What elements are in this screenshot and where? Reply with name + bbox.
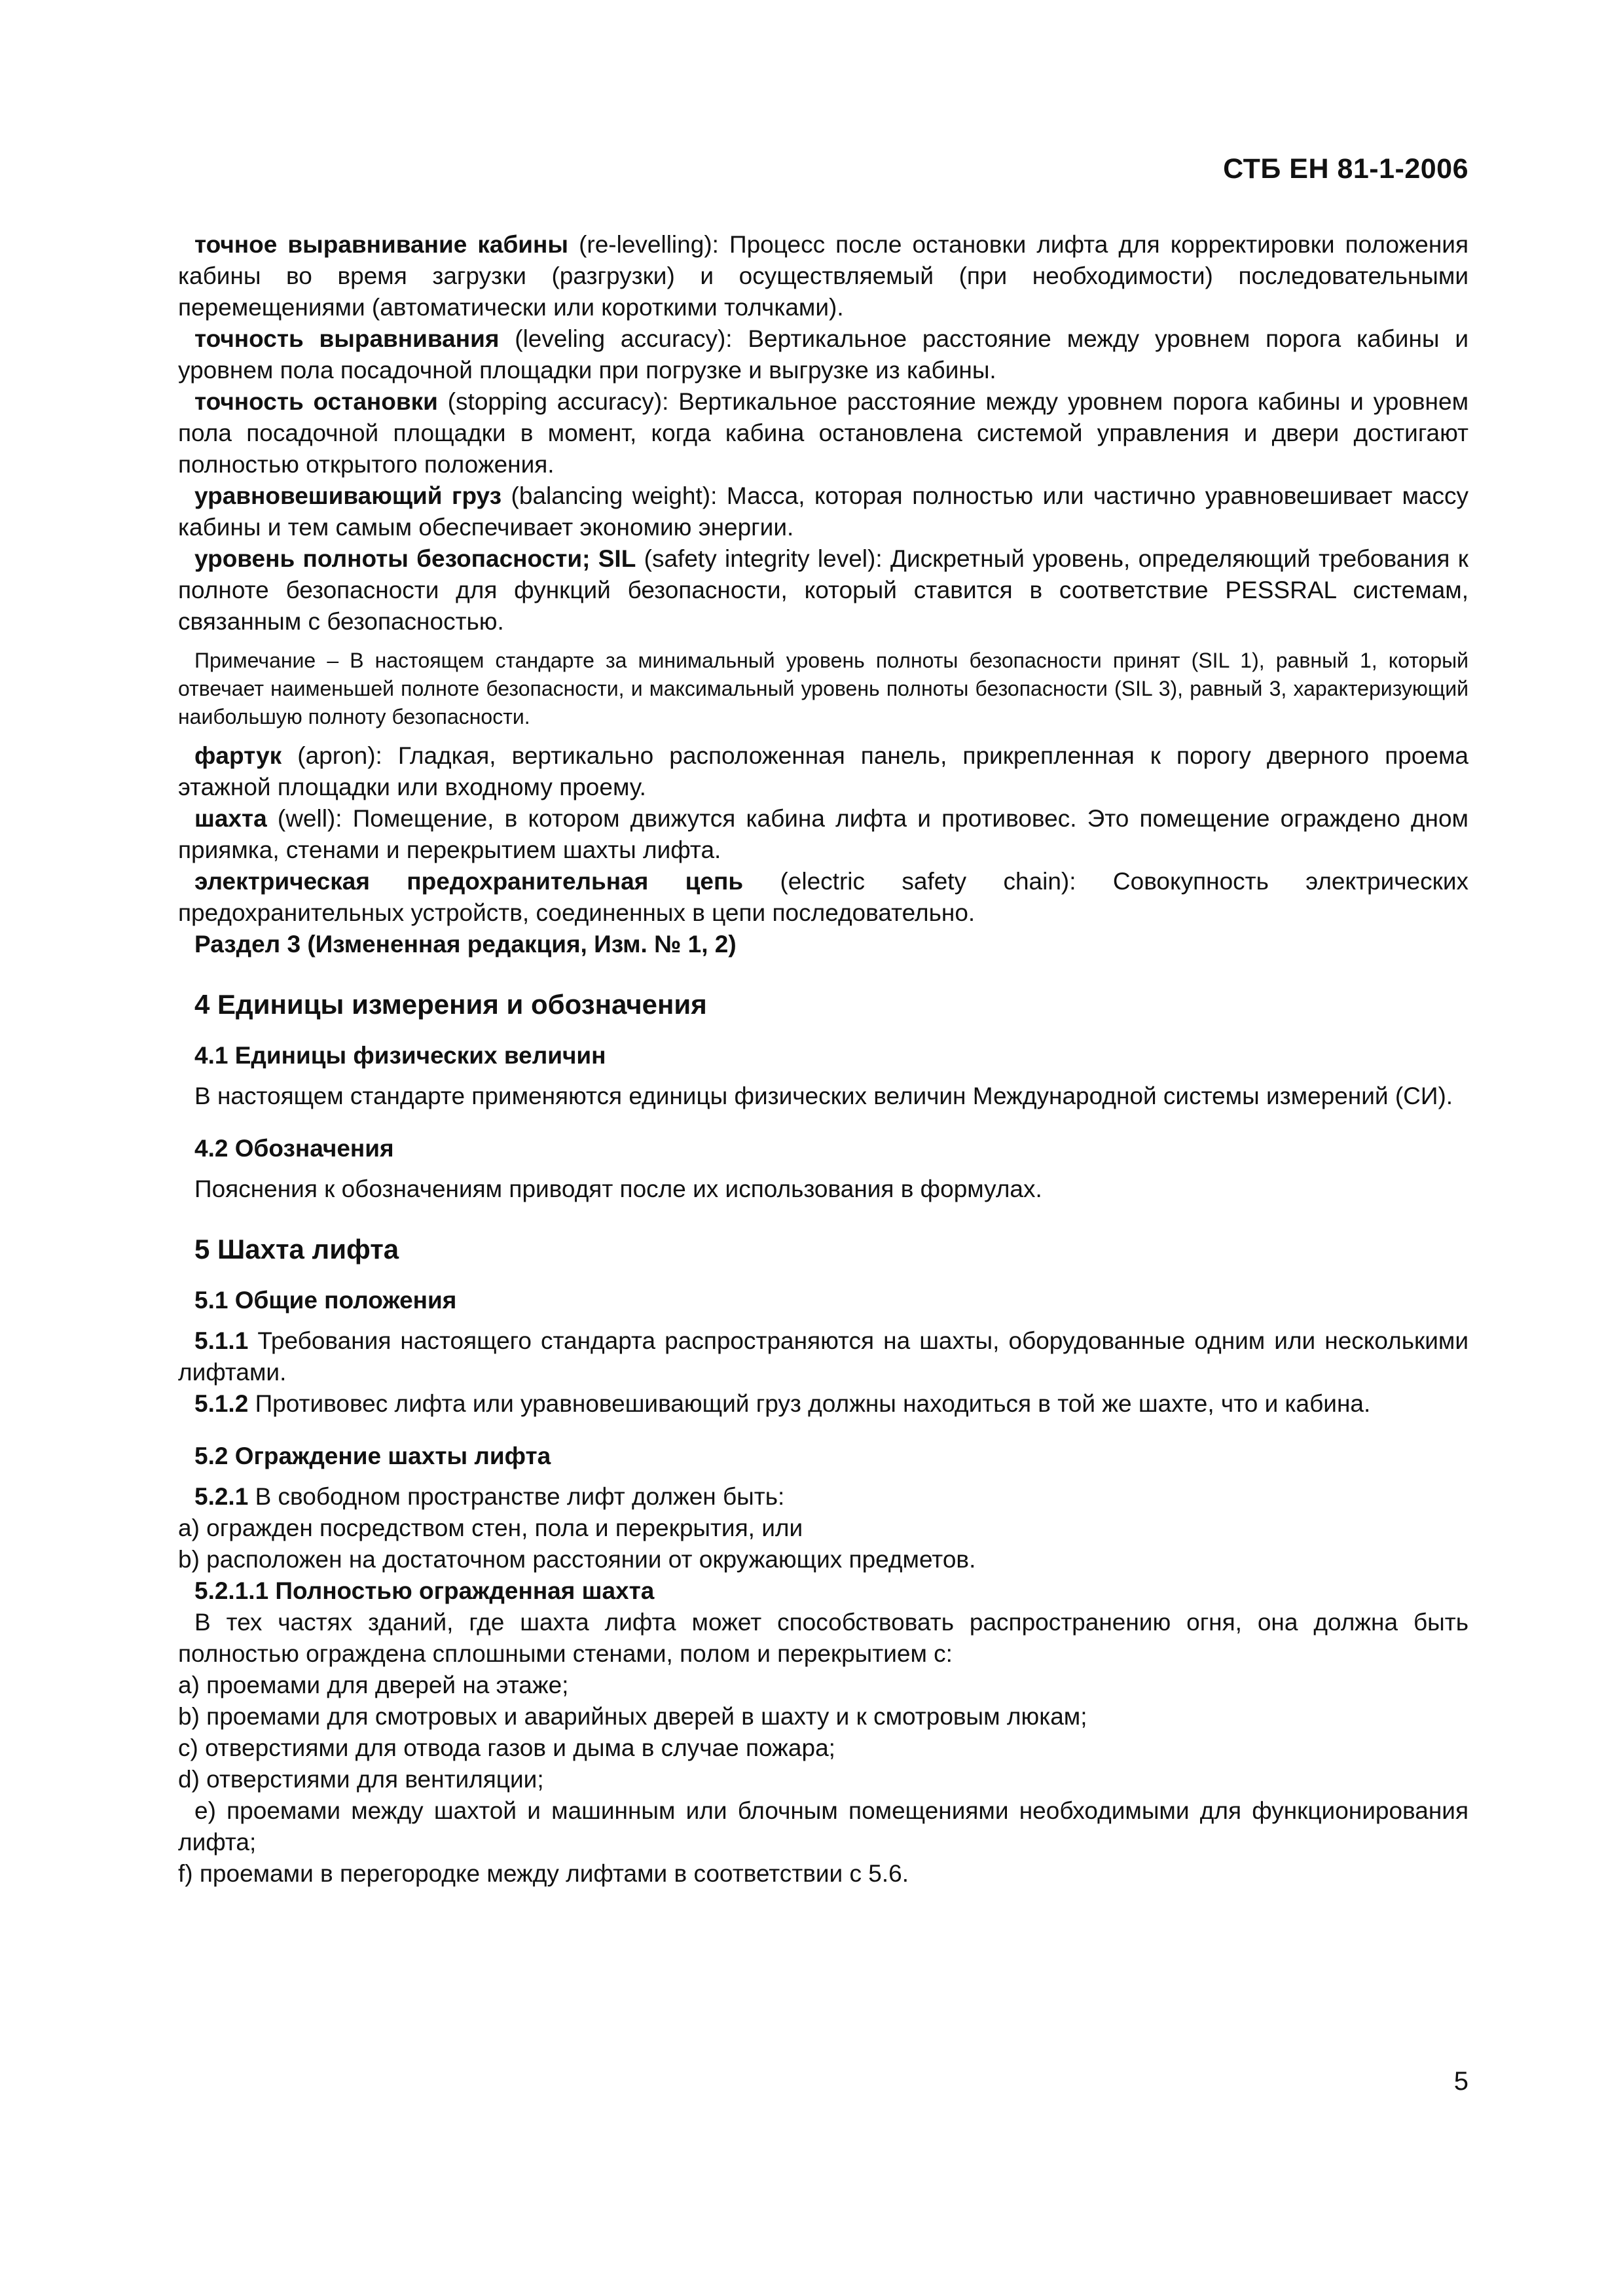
clause-5-1-2 <box>178 1388 1468 1420</box>
section-5-2-heading: 5.2 Ограждение шахты лифта <box>194 1443 551 1469</box>
section-5-2-1-1-text: В тех частях зданий, где шахта лифта может способствовать распространению огня, она должна быть полностью ограждена сплошными стенами, полом и перекрытием с: <box>178 1609 1468 1667</box>
section-4-1-text: В настоящем стандарте применяются единицы физических величин Международной системы измерений (СИ). <box>194 1083 1453 1109</box>
clause-number: 5.1.2 <box>194 1390 249 1417</box>
list-item: a) огражден посредством стен, пола и перекрытия, или <box>178 1515 803 1541</box>
section-4-heading: 4 Единицы измерения и обозначения <box>194 989 707 1020</box>
document-code-header: СТБ ЕН 81-1-2006 <box>1223 153 1468 185</box>
section-5-1-heading: 5.1 Общие положения <box>194 1287 457 1314</box>
definition-leveling-accuracy <box>178 323 1468 386</box>
definition-term: точность остановки <box>194 388 438 415</box>
definition-stopping-accuracy <box>178 386 1468 480</box>
definition-text: (re-levelling): Процесс после остановки лифта для корректировки положения кабины во время загрузки (разгрузки) и осуществляемый (при необходимости) последовательными перемещениями (автоматически или короткими толчками). <box>178 231 1469 321</box>
list-item: f) проемами в перегородке между лифтами в соответствии с 5.6. <box>178 1860 909 1887</box>
spacer <box>178 1420 1468 1434</box>
list-item: d) отверстиями для вентиляции; <box>178 1766 544 1793</box>
list-item: a) проемами для дверей на этаже; <box>178 1672 569 1698</box>
section-3-amendment-note: Раздел 3 (Измененная редакция, Изм. № 1, 2) <box>194 931 737 958</box>
clause-number: 5.2.1 <box>194 1483 249 1510</box>
clause-5-1-1 <box>178 1325 1468 1388</box>
definition-text: (stopping accuracy): Вертикальное расстояние между уровнем порога кабины и уровнем пола посадочной площадки в момент, когда кабина остановлена системой управления и двери достигают полностью открытого положения. <box>178 388 1469 478</box>
definition-text: (leveling accuracy): Вертикальное расстояние между уровнем порога кабины и уровнем пола посадочной площадки при погрузке и выгрузке из кабины. <box>178 325 1468 384</box>
definition-text: (well): Помещение, в котором движутся кабина лифта и противовес. Это помещение ограждено дном приямка, стенами и перекрытием шахты лифта. <box>178 805 1468 863</box>
definition-text: (electric safety chain): Совокупность электрических предохранительных устройств, соединенных в цепи последовательно. <box>178 868 1468 926</box>
section-5-heading: 5 Шахта лифта <box>194 1234 399 1265</box>
list-item: e) проемами между шахтой и машинным или блочным помещениями необходимыми для функционирования лифта; <box>178 1797 1468 1856</box>
section-4-2-heading: 4.2 Обозначения <box>194 1135 394 1162</box>
list-item: c) отверстиями для отвода газов и дыма в случае пожара; <box>178 1734 835 1761</box>
definition-re-levelling <box>178 229 1468 323</box>
clause-text: Требования настоящего стандарта распространяются на шахты, оборудованные одним или несколькими лифтами. <box>178 1327 1468 1386</box>
definition-apron <box>178 740 1468 803</box>
definition-sil <box>178 543 1468 637</box>
page-number: 5 <box>1453 2067 1468 2096</box>
clause-text: Противовес лифта или уравновешивающий груз должны находиться в той же шахте, что и кабина. <box>248 1390 1371 1417</box>
definition-well <box>178 803 1468 866</box>
definition-term: электрическая предохранительная цепь <box>194 868 744 895</box>
page-content <box>178 229 1468 1890</box>
definition-text: (safety integrity level): Дискретный уровень, определяющий требования к полноте безопасности для функций безопасности, который ставится в соответствие PESSRAL системам, связанным с безопасностью. <box>178 545 1468 635</box>
clause-number: 5.1.1 <box>194 1327 249 1354</box>
section-4-1-heading: 4.1 Единицы физических величин <box>194 1042 606 1069</box>
list-item: b) проемами для смотровых и аварийных дверей в шахту и к смотровым люкам; <box>178 1703 1087 1730</box>
definition-text: (apron): Гладкая, вертикально расположенная панель, прикрепленная к порогу дверного проема этажной площадки или входному проему. <box>178 742 1468 800</box>
definition-term: шахта <box>194 805 267 832</box>
section-4-2-text: Пояснения к обозначениям приводят после их использования в формулах. <box>194 1175 1042 1202</box>
definition-text: (balancing weight): Масса, которая полностью или частично уравновешивает массу кабины и тем самым обеспечивает экономию энергии. <box>178 482 1468 541</box>
sil-note: Примечание – В настоящем стандарте за минимальный уровень полноты безопасности принят (SIL 1), равный 1, который отвечает наименьшей полноте безопасности, и максимальный уровень полноты безопасности (SIL 3), равный 3, характеризующий наибольшую полноту безопасности. <box>178 649 1468 728</box>
definition-term: фартук <box>194 742 282 769</box>
definition-term: точное выравнивание кабины <box>194 231 568 258</box>
spacer <box>178 1112 1468 1126</box>
definition-term: уравновешивающий груз <box>194 482 502 509</box>
definition-term: уровень полноты безопасности; SIL <box>194 545 636 572</box>
clause-5-2-1 <box>178 1481 1468 1513</box>
section-5-2-1-1-heading: 5.2.1.1 Полностью огражденная шахта <box>194 1577 655 1604</box>
list-item: b) расположен на достаточном расстоянии от окружающих предметов. <box>178 1546 976 1573</box>
clause-text: В свободном пространстве лифт должен быть: <box>248 1483 785 1510</box>
definition-electric-safety-chain <box>178 866 1468 929</box>
definition-term: точность выравнивания <box>194 325 500 352</box>
definition-balancing-weight <box>178 480 1468 543</box>
